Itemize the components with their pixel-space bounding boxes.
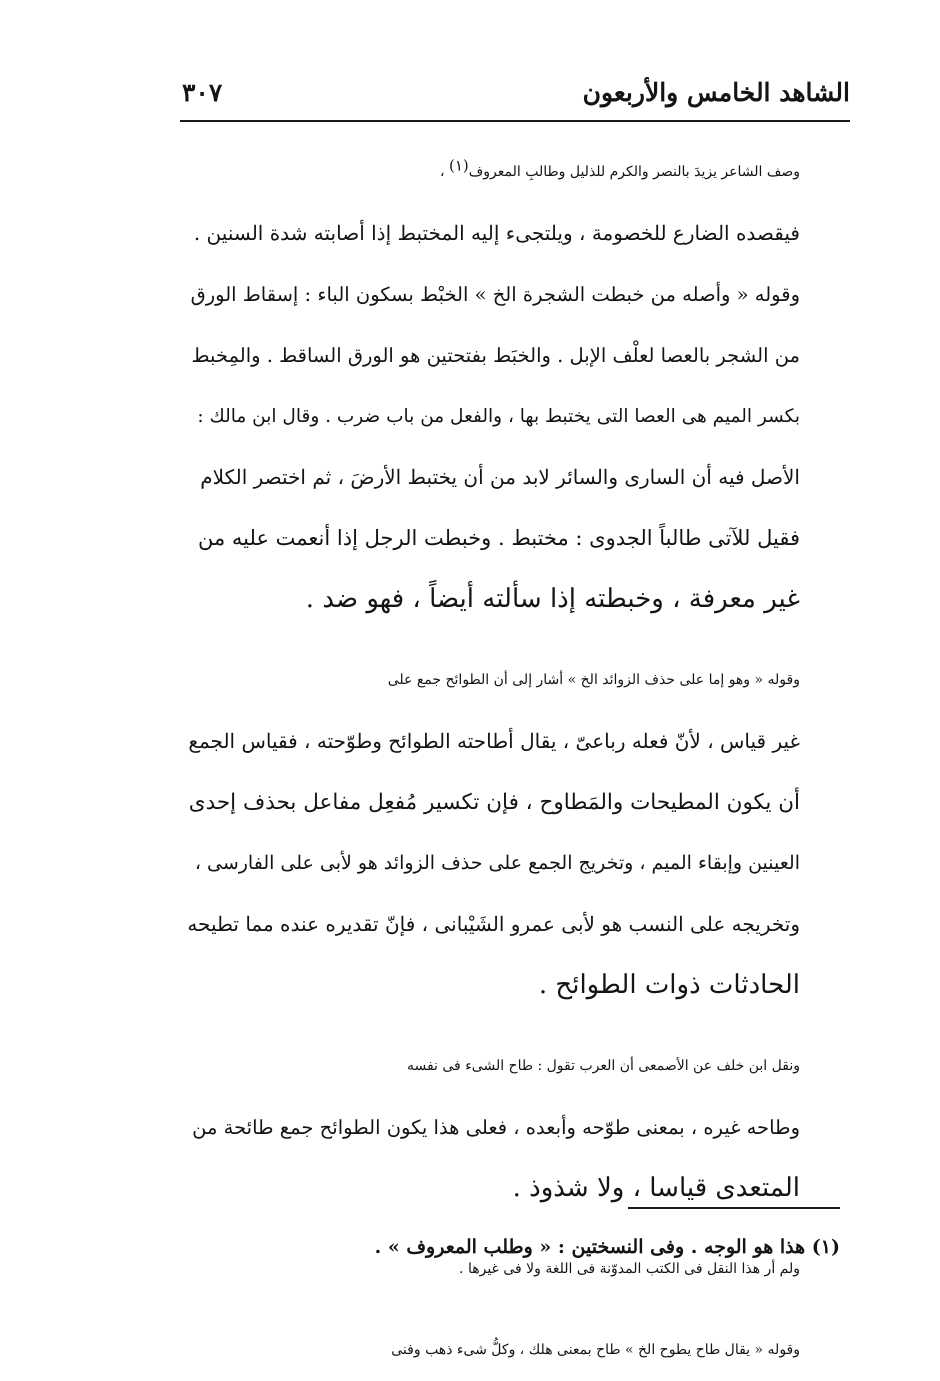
- footnote-divider: [628, 1207, 840, 1209]
- text-line: المتعدى قياسا ، ولا شذوذ .: [512, 1173, 800, 1203]
- text-line: وقوله « وهو إما على حذف الزوائد الخ » أشار إلى أن الطوائح جمع على: [387, 672, 800, 688]
- text-line: غير قياس ، لأنّ فعله رباعىّ ، يقال أطاحته الطوائح وطوّحته ، فقياس الجمع: [188, 729, 800, 753]
- text-line: الأصل فيه أن السارى والسائر لابد من أن يختبط الأرضَ ، ثم اختصر الكلام: [200, 465, 800, 489]
- paragraph-2: [186, 650, 840, 1016]
- text-line: ولم أر هذا النقل فى الكتب المدوّنة فى اللغة ولا فى غيرها .: [459, 1261, 800, 1277]
- text-line: وتخريجه على النسب هو لأبى عمرو الشَيْبانى ، فإنّ تقديره عنده مما تطيحه: [187, 912, 800, 936]
- paragraph-3: [186, 1036, 840, 1219]
- text-line: وطاحه غيره ، بمعنى طوّحه وأبعده ، فعلى هذا يكون الطوائح جمع طائحة من: [192, 1116, 800, 1139]
- text-line: بكسر الميم هى العصا التى يختبط بها ، والفعل من باب ضرب . وقال ابن مالك :: [197, 406, 800, 427]
- header-divider: [180, 120, 850, 122]
- text-line: فقيل للآتى طالباً الجدوى : مختبط . وخبطت الرجل إذا أنعمت عليه من: [198, 526, 800, 550]
- text-line: وقوله « وأصله من خبطت الشجرة الخ » الخبْط بسكون الباء : إسقاط الورق: [190, 283, 800, 306]
- running-header: [182, 70, 850, 114]
- paragraph-1: [186, 142, 840, 630]
- chapter-title: الشاهد الخامس والأربعون: [582, 77, 850, 107]
- text-line: غير معرفة ، وخبطته إذا سألته أيضاً ، فهو ضد .: [305, 584, 800, 614]
- footnote: (١) هذا هو الوجه . وفى النسختين : « وطلب المعروف » .: [374, 1236, 840, 1258]
- paragraph-5: [186, 1320, 840, 1381]
- main-text: [186, 142, 840, 1381]
- text-line: وصف الشاعر يزيدَ بالنصر والكرم للذليل وطالبِ المعروف(١) ،: [440, 156, 800, 180]
- text-line: الحادثات ذوات الطوائح .: [538, 970, 800, 1000]
- text-line: أن يكون المطيحات والمَطاوح ، فإن تكسير مُفعِل مفاعل بحذف إحدى: [188, 790, 800, 815]
- text-line: ونقل ابن خلف عن الأصمعى أن العرب تقول : طاح الشىء فى نفسه: [406, 1058, 800, 1074]
- text-line: فيقصده الضارع للخصومة ، ويلتجىء إليه المختبط إذا أصابته شدة السنين .: [193, 221, 800, 245]
- text-line: وقوله « يقال طاح يطوح الخ » طاح بمعنى هلك ، وكلُّ شىء ذهب وفنى: [391, 1342, 800, 1358]
- footnote-reference[interactable]: (١): [448, 156, 469, 175]
- page-number: ٣٠٧: [182, 77, 223, 107]
- text-line: من الشجر بالعصا لعلْف الإبل . والخبَط بفتحتين هو الورق الساقط . والمِخبط: [191, 344, 800, 367]
- text-line: العينين وإبقاء الميم ، وتخريج الجمع على حذف الزوائد هو لأبى على الفارسى ،: [194, 852, 800, 874]
